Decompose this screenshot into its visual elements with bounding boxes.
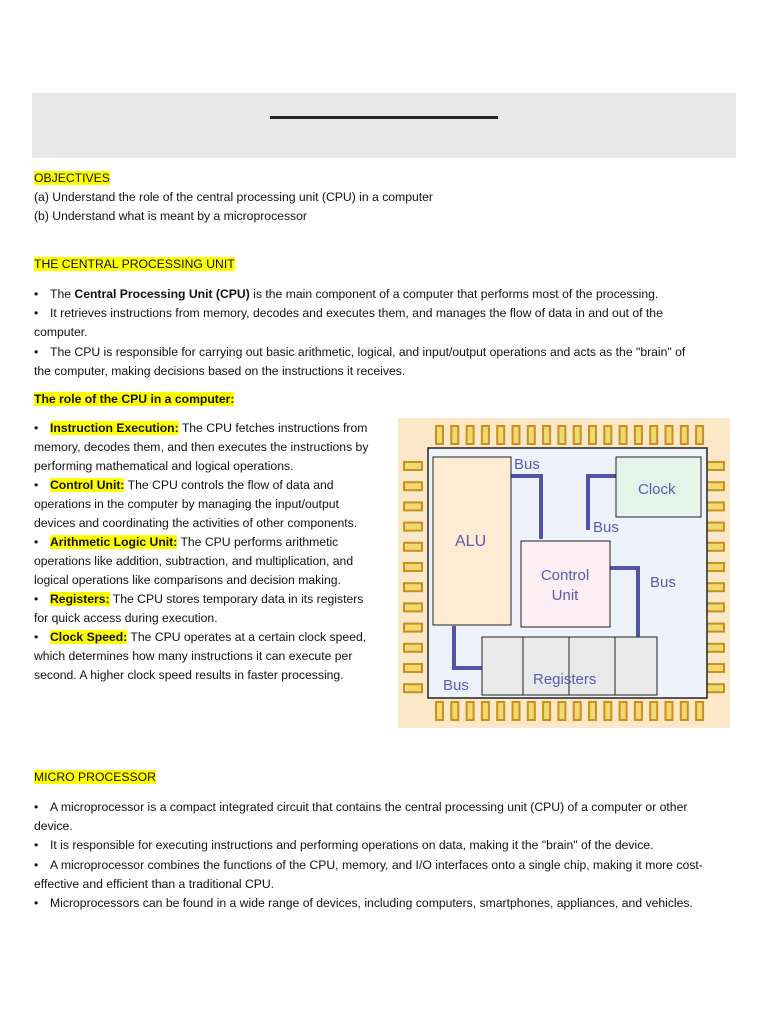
micro-bullet-1: • A microprocessor is a compact integrated circuit that contains the central processing unit (CPU) of a computer or other — [34, 800, 688, 814]
chip-pin — [482, 702, 489, 720]
chip-pin — [706, 664, 724, 672]
chip-pin — [558, 702, 565, 720]
chip-pin — [404, 624, 422, 632]
chip-pin — [681, 702, 688, 720]
chip-pin — [706, 583, 724, 591]
chip-pin — [620, 702, 627, 720]
chip-pin — [666, 426, 673, 444]
control-label-line1: Control — [540, 567, 590, 584]
bus-label-middle: Bus — [593, 519, 619, 536]
control-label-line2: Unit — [551, 587, 579, 604]
chip-pin — [404, 684, 422, 692]
chip-pin — [589, 702, 596, 720]
chip-pin — [604, 426, 611, 444]
chip-pin — [404, 502, 422, 510]
chip-pin — [706, 563, 724, 571]
chip-pin — [482, 426, 489, 444]
header-band — [32, 93, 736, 158]
chip-pin — [666, 702, 673, 720]
chip-pin — [404, 664, 422, 672]
bus-label-top: Bus — [514, 456, 540, 473]
role-list — [34, 419, 380, 685]
chip-pin — [467, 702, 474, 720]
cpu-chip-svg — [398, 418, 730, 728]
cpu-bullet-2-cont: computer. — [34, 325, 88, 339]
role-item-clock-speed: • Clock Speed: The CPU operates at a certain clock speed, which determines how many instructions it can execute per second. A higher clock speed results in faster processing. — [34, 630, 367, 682]
chip-pin — [436, 702, 443, 720]
chip-pin — [528, 702, 535, 720]
chip-pin — [404, 543, 422, 551]
chip-pin — [604, 702, 611, 720]
chip-pin — [574, 426, 581, 444]
objectives-heading: OBJECTIVES — [34, 171, 110, 185]
role-item-control-unit: • Control Unit: The CPU controls the flow of data and operations in the computer by managing the input/output devices and coordinating the activities of other components. — [34, 478, 358, 530]
chip-pin — [528, 426, 535, 444]
chip-pin — [404, 644, 422, 652]
chip-pin — [558, 426, 565, 444]
micro-bullet-4: • Microprocessors can be found in a wide range of devices, including computers, smartphones, appliances, and vehicles. — [34, 896, 693, 910]
cpu-diagram — [398, 418, 730, 728]
micro-bullet-3-cont: effective and efficient than a traditional CPU. — [34, 877, 275, 891]
chip-pin — [404, 583, 422, 591]
chip-pin — [497, 426, 504, 444]
cpu-bullet-3-cont: the computer, making decisions based on the instructions it receives. — [34, 364, 406, 378]
cpu-bullet-3: • The CPU is responsible for carrying out basic arithmetic, logical, and input/output operations and acts as the "brain" of — [34, 345, 686, 359]
cpu-bullet-1: • The Central Processing Unit (CPU) is the main component of a computer that performs most of the processing. — [34, 287, 659, 301]
chip-pin — [436, 426, 443, 444]
chip-pin — [404, 563, 422, 571]
chip-pin — [650, 426, 657, 444]
chip-pin — [543, 426, 550, 444]
micro-bullet-1-cont: device. — [34, 819, 73, 833]
chip-pin — [589, 426, 596, 444]
chip-pin — [696, 702, 703, 720]
cpu-heading: THE CENTRAL PROCESSING UNIT — [34, 257, 235, 271]
registers-label: Registers — [533, 671, 597, 688]
chip-pin — [650, 702, 657, 720]
chip-pin — [543, 702, 550, 720]
chip-pin — [706, 482, 724, 490]
role-heading: The role of the CPU in a computer: — [34, 392, 235, 406]
chip-pin — [451, 426, 458, 444]
chip-pin — [706, 502, 724, 510]
micro-heading: MICRO PROCESSOR — [34, 770, 156, 784]
title-rule — [270, 116, 498, 119]
micro-bullet-3: • A microprocessor combines the functions of the CPU, memory, and I/O interfaces onto a single chip, making it more cost- — [34, 858, 703, 872]
chip-pin — [404, 603, 422, 611]
chip-pin — [574, 702, 581, 720]
objective-a: (a) Understand the role of the central processing unit (CPU) in a computer — [34, 190, 433, 204]
chip-pin — [635, 702, 642, 720]
chip-pin — [706, 684, 724, 692]
cpu-bullet-2: • It retrieves instructions from memory, decodes and executes them, and manages the flow of data in and out of the — [34, 306, 663, 320]
role-item-instruction-execution: • Instruction Execution: The CPU fetches instructions from memory, decodes them, and then executes the instructions by performing mathematical and logical operations. — [34, 421, 369, 473]
alu-label: ALU — [455, 533, 487, 550]
chip-pin — [706, 624, 724, 632]
bus-label-right: Bus — [650, 574, 676, 591]
chip-pin — [467, 426, 474, 444]
chip-pin — [681, 426, 688, 444]
chip-pin — [513, 426, 520, 444]
micro-bullet-2: • It is responsible for executing instructions and performing operations on data, making it the "brain" of the device. — [34, 838, 654, 852]
role-item-registers: • Registers: The CPU stores temporary data in its registers for quick access during execution. — [34, 592, 364, 625]
chip-pin — [706, 523, 724, 531]
chip-pin — [513, 702, 520, 720]
chip-pin — [404, 482, 422, 490]
chip-pin — [706, 603, 724, 611]
chip-pin — [497, 702, 504, 720]
clock-label: Clock — [638, 481, 676, 498]
control-unit-block — [521, 541, 610, 627]
chip-pin — [706, 543, 724, 551]
chip-pin — [620, 426, 627, 444]
chip-pin — [404, 462, 422, 470]
role-item-alu: • Arithmetic Logic Unit: The CPU performs arithmetic operations like addition, subtraction, and multiplication, and logical operations like comparisons and decision making. — [34, 535, 354, 587]
chip-pin — [706, 644, 724, 652]
chip-pin — [404, 523, 422, 531]
chip-pin — [696, 426, 703, 444]
chip-pin — [451, 702, 458, 720]
objective-b: (b) Understand what is meant by a microprocessor — [34, 209, 307, 223]
chip-pin — [635, 426, 642, 444]
chip-pin — [706, 462, 724, 470]
bus-label-bottom: Bus — [443, 677, 469, 694]
